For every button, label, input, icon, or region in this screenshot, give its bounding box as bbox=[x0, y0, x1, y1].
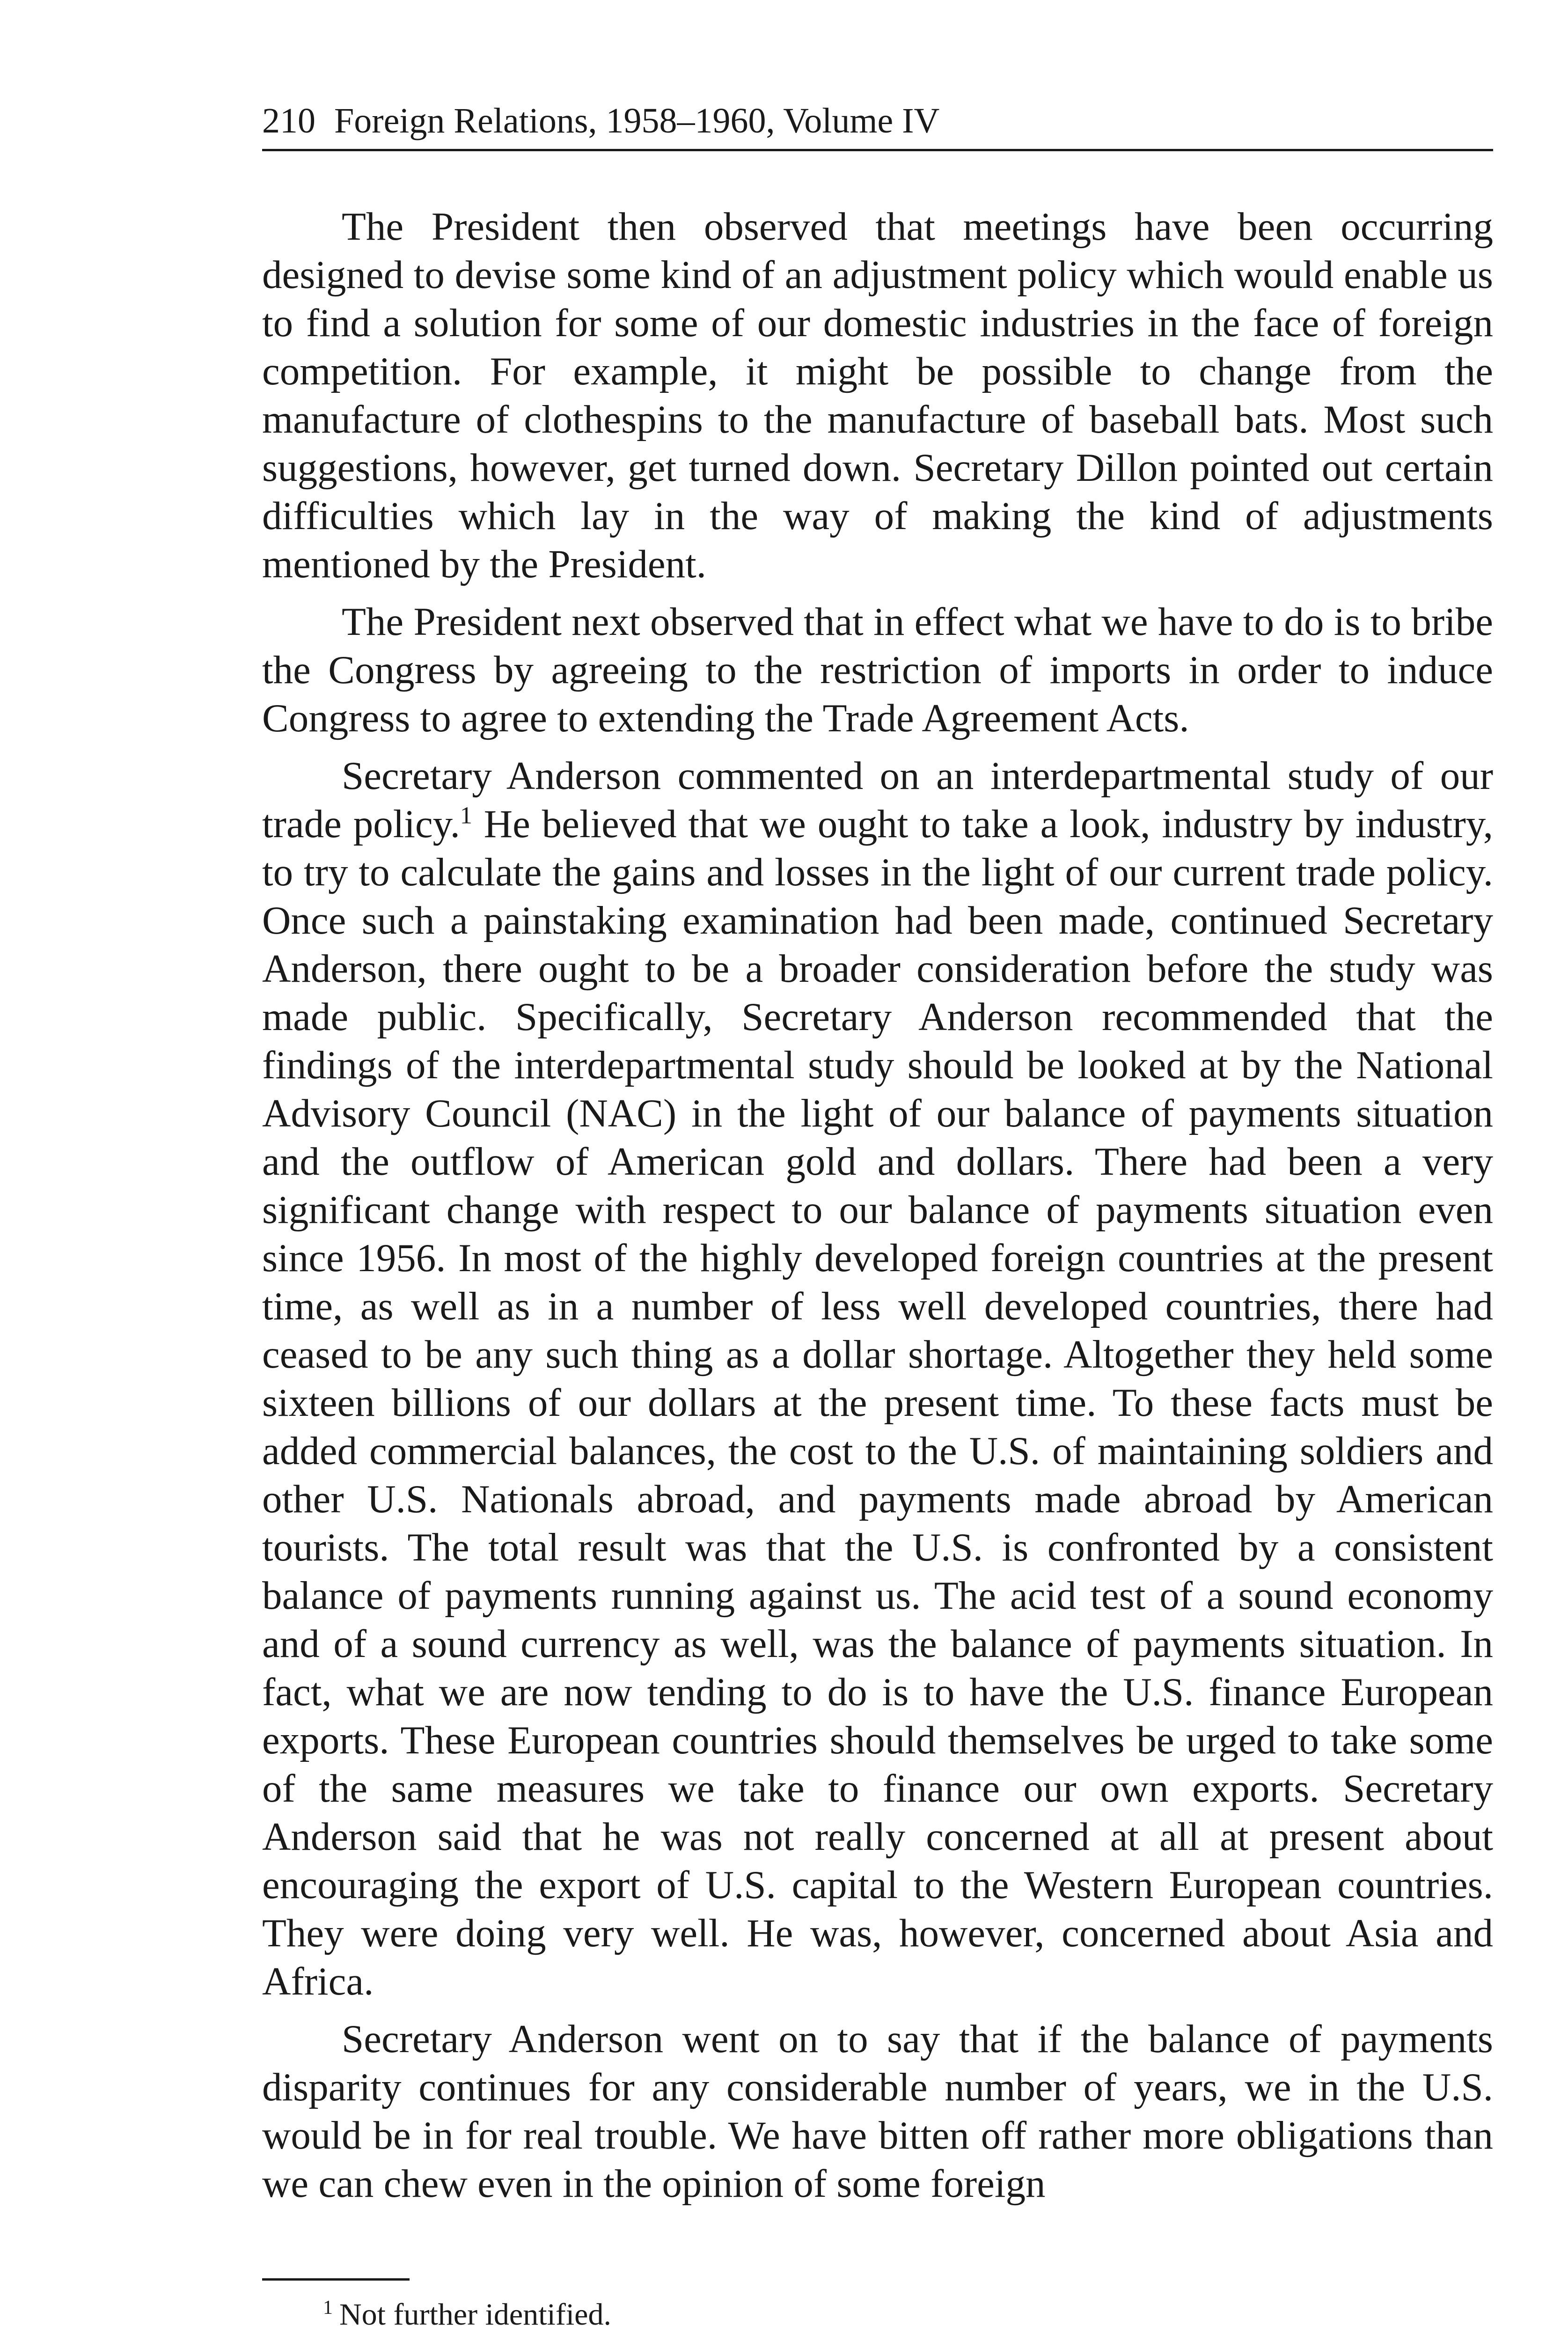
footnote-text: Not further identified. bbox=[339, 2297, 611, 2332]
footnote-mark: 1 bbox=[323, 2297, 333, 2319]
footnote-reference: 1 bbox=[460, 802, 472, 829]
document-page bbox=[262, 103, 1493, 2335]
page-number: 210 bbox=[262, 101, 315, 140]
paragraph-text: Secretary Anderson commented on an interdepartmental study of our trade policy. bbox=[262, 754, 1493, 846]
paragraph: The President next observed that in effect what we have to do is to bribe the Congress by agreeing to the restriction of imports in order to induce Congress to agree to extending the Trade Agreement Acts. bbox=[262, 600, 1493, 740]
paragraph-text: He believed that we ought to take a look, industry by industry, to try to calculate the gains and losses in the light of our current trade policy. Once such a painstaking examination had been made, continued Secretary Anderson, there ought to be a broader consideration before the study was made public. Specifically, Secretary Anderson recommended that the findings of the interdepartmental study should be looked at by the National Advisory Council (NAC) in the light of our balance of payments situation and the outflow of American gold and dollars. There had been a very significant change with respect to our balance of payments situation even since 1956. In most of the highly developed foreign countries at the present time, as well as in a number of less well developed countries, there had ceased to be any such thing as a dollar shortage. Altogether they held some sixteen billions of our dollars at the present time. To these facts must be added commercial balances, the cost to the U.S. of maintaining soldiers and other U.S. Nationals abroad, and payments made abroad by American tourists. The total result was that the U.S. is confronted by a consistent balance of payments running against us. The acid test of a sound economy and of a sound currency as well, was the balance of payments situation. In fact, what we are now tending to do is to have the U.S. finance European exports. These European countries should themselves be urged to take some of the same measures we take to finance our own exports. Secretary Anderson said that he was not really concerned at all at present about encouraging the export of U.S. capital to the Western European countries. They were doing very well. He was, however, concerned about Asia and Africa. bbox=[262, 802, 1493, 2003]
footnote-divider bbox=[262, 2278, 410, 2281]
body-text bbox=[262, 203, 1493, 2208]
footnote bbox=[262, 2295, 1493, 2335]
running-header bbox=[262, 103, 1493, 151]
running-title: Foreign Relations, 1958–1960, Volume IV bbox=[334, 101, 940, 140]
paragraph: The President then observed that meetings have been occurring designed to devise some kind of an adjustment policy which would enable us to find a solution for some of our domestic industries in the face of foreign competition. For example, it might be possible to change from the manufacture of clothespins to the manufacture of baseball bats. Most such suggestions, however, get turned down. Secretary Dillon pointed out certain difficulties which lay in the way of making the kind of adjustments mentioned by the President. bbox=[262, 205, 1493, 586]
paragraph bbox=[262, 752, 1493, 2006]
paragraph: Secretary Anderson went on to say that if the balance of payments disparity continues for any considerable number of years, we in the U.S. would be in for real trouble. We have bitten off rather more obligations than we can chew even in the opinion of some foreign bbox=[262, 2017, 1493, 2206]
